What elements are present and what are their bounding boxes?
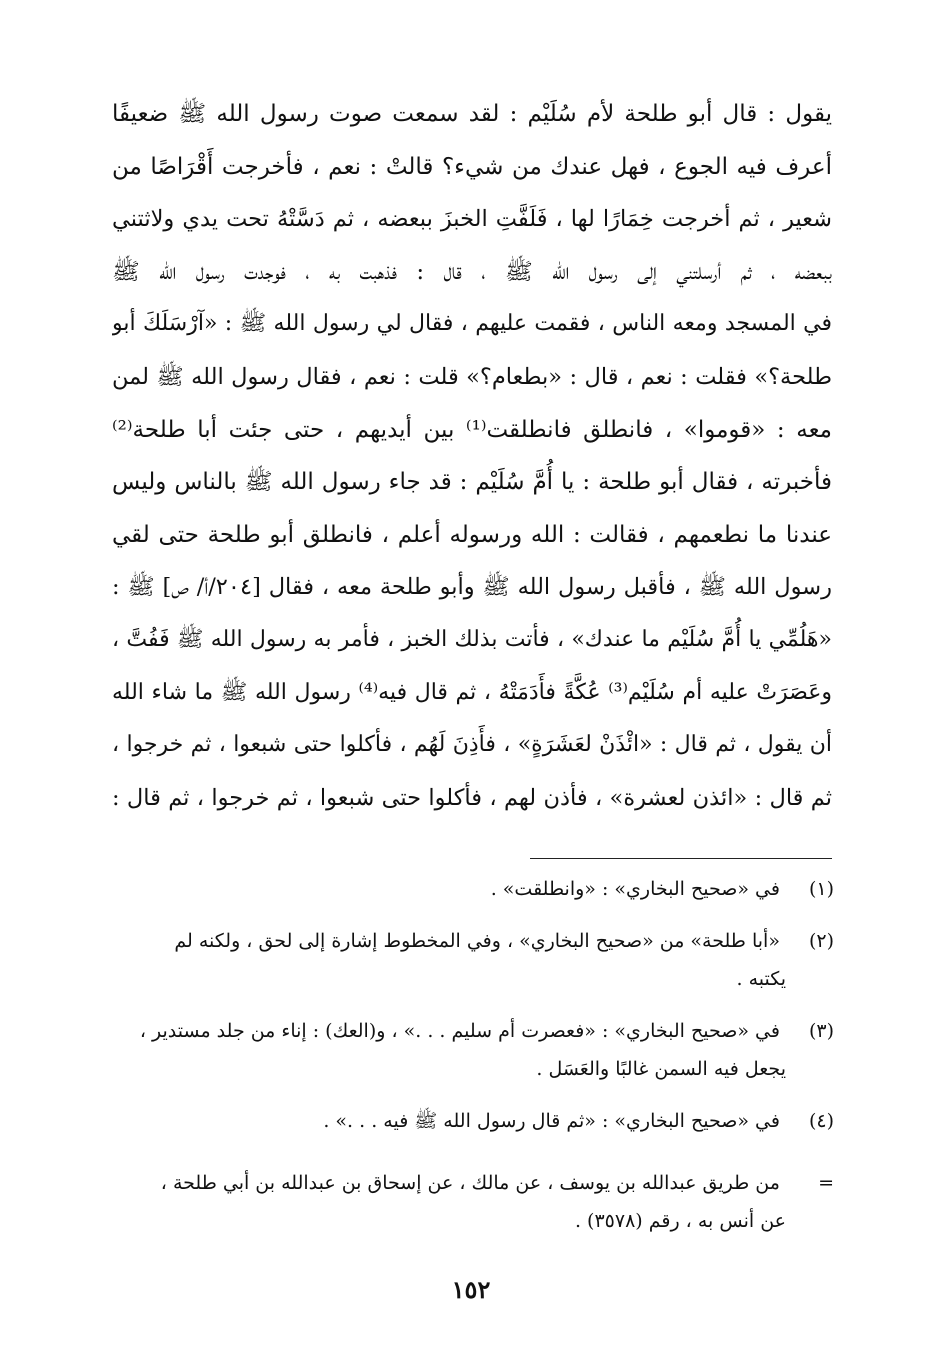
text-line: أن يقول ، ثم قال : «ائْذَنْ لعَشَرَةٍ» ، فأَذِنَ لَهُم ، فأكلوا حتى شبعوا ، ثم خرجوا ، (112, 732, 832, 758)
text-line: رسول الله ﷺ ، فأقبل رسول الله ﷺ وأبو طلحة معه ، فقال [٢٠٤/أ/ ص] ﷺ : (112, 574, 832, 601)
text-line: في المسجد ومعه الناس ، فقمت عليهم ، فقال لي رسول الله ﷺ : «آرْسَلَكَ أبو (112, 311, 832, 337)
text-line: فأخبرته ، فقال أبو طلحة : يا أُمَّ سُلَيْم : قد جاء رسول الله ﷺ بالناس وليس (112, 469, 832, 496)
footnote-text: في «صحيح البخاري» : «ثم قال رسول الله ﷺ فيه . . .» . (323, 1110, 780, 1132)
text-line: ببعضه ، ثم أرسلتني إلى رسول الله ﷺ ، قال : فذهبت به ، فوجدت رسول الله ﷺ (112, 258, 832, 285)
footnote-number: (١) (808, 878, 834, 900)
footnote-4 (119, 1102, 834, 1140)
continuation-mark: = (818, 1172, 834, 1194)
footnote-continuation: يجعل فيه السمن غالبًا والعَسَل . (536, 1058, 786, 1080)
footnote-3 (119, 1012, 834, 1088)
text-line: شعير ، ثم أخرجت خِمَارًا لها ، فَلَفَّتِ الخبزَ ببعضه ، ثم دَسَّتْهُ تحت يدي ولاثتني (112, 206, 832, 233)
page-number: ١٥٢ (451, 1275, 491, 1304)
footnote-continuation: يكتبه . (736, 968, 786, 990)
text-line: عندنا ما نطعمهم ، فقالت : الله ورسوله أعلم ، فانطلق أبو طلحة حتى لقي (112, 521, 832, 548)
footnote-text: «أبا طلحة» من «صحيح البخاري» ، وفي المخطوط إشارة إلى لحق ، ولكنه لم (174, 930, 780, 952)
text-line: «هَلُمِّي يا أُمَّ سُلَيْم ما عندك» ، فأتت بذلك الخبز ، فأمر به رسول الله ﷺ فَفُتَّ ، (112, 626, 832, 652)
text-line: طلحة؟» فقلت : نعم ، قال : «بطعام؟» قلت : نعم ، فقال رسول الله ﷺ لمن (112, 363, 832, 390)
footnote-number: (٣) (808, 1020, 834, 1042)
text-line: أعرف فيه الجوع ، فهل عندك من شيء؟ قالتْ : نعم ، فأخرجت أَقْرَاصًا من (112, 153, 832, 180)
main-text (112, 88, 832, 824)
text-line: ثم قال : «ائذن لعشرة» ، فأذن لهم ، فأكلوا حتى شبعوا ، ثم خرجوا ، ثم قال : (112, 784, 832, 811)
footnote-text: في «صحيح البخاري» : «وانطلقت» . (490, 878, 780, 900)
footnote-2 (119, 922, 834, 998)
footnote-text: في «صحيح البخاري» : «فعصرت أم سليم . . .» ، و(العك) : إناء من جلد مستدير ، (139, 1020, 780, 1042)
footnote-number: (٢) (808, 930, 834, 952)
text-line: معه : «قوموا» ، فانطلق فانطلقت⁽¹⁾ بين أيديهم ، حتى جئت أبا طلحة⁽²⁾ (112, 416, 832, 443)
continued-footnote (119, 1164, 834, 1240)
continued-footnote-line: من طريق عبدالله بن يوسف ، عن مالك ، عن إسحاق بن عبدالله بن أبي طلحة ، (160, 1172, 780, 1194)
footnote-divider (530, 858, 832, 859)
continued-footnote-line: عن أنس به ، رقم (٣٥٧٨) . (574, 1210, 786, 1232)
text-line: وعَصَرَتْ عليه أم سُلَيْم⁽³⁾ عُكَّةً فأَدَمَتْهُ ، ثم قال فيه⁽⁴⁾ رسول الله ﷺ ما شاء الله (112, 679, 832, 705)
footnote-number: (٤) (808, 1110, 834, 1132)
text-line: يقول : قال أبو طلحة لأم سُلَيْم : لقد سمعت صوت رسول الله ﷺ ضعيفًا (112, 101, 832, 127)
footnote-1 (119, 870, 834, 908)
